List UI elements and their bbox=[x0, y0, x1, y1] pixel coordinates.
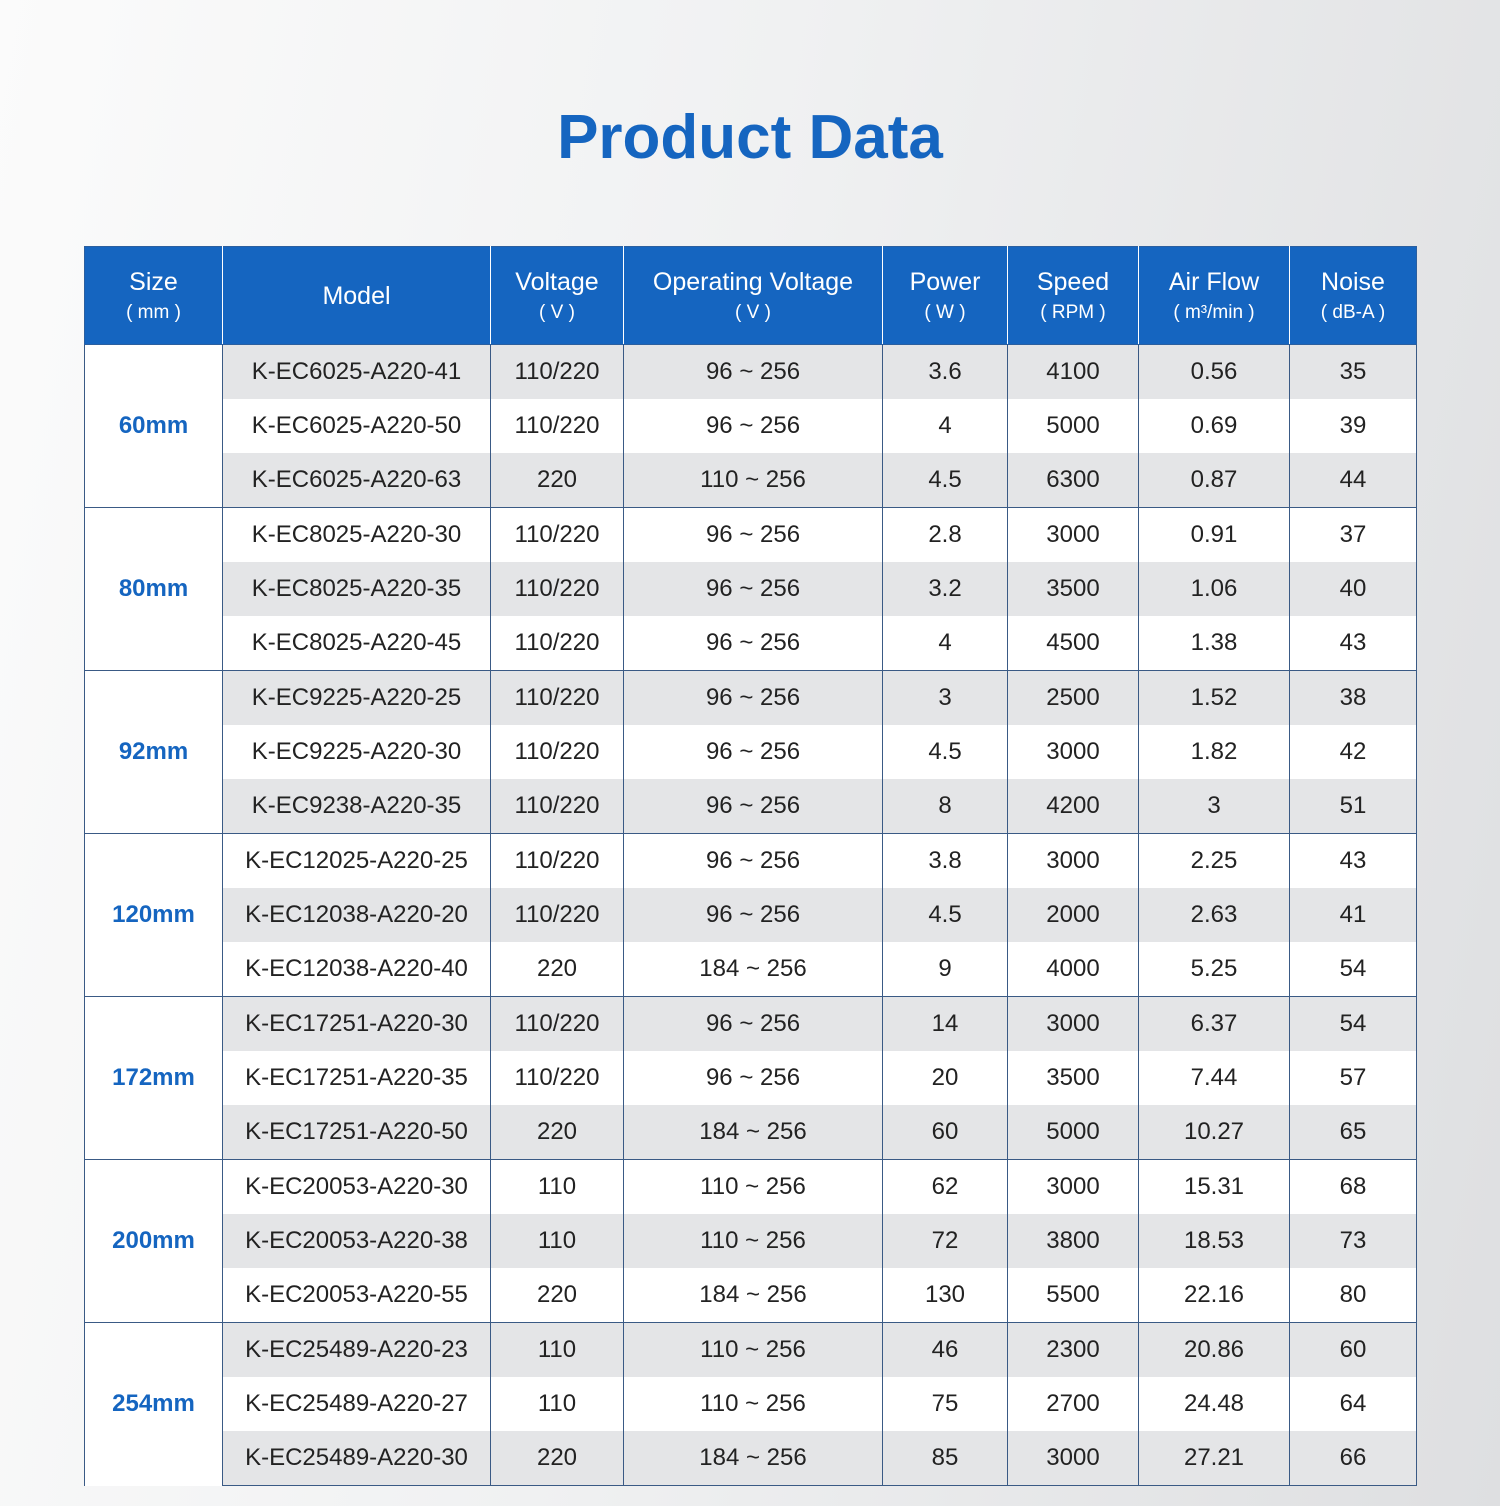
header-power-label: Power bbox=[909, 267, 981, 296]
speed-cell: 5000 bbox=[1008, 1105, 1139, 1160]
air-flow-cell: 6.37 bbox=[1139, 997, 1290, 1052]
noise-cell: 39 bbox=[1290, 399, 1417, 453]
model-cell: K-EC25489-A220-27 bbox=[223, 1377, 491, 1431]
operating-voltage-cell: 96 ~ 256 bbox=[624, 1051, 883, 1105]
table-row bbox=[85, 1105, 1417, 1160]
voltage-cell: 220 bbox=[491, 1431, 624, 1486]
air-flow-cell: 22.16 bbox=[1139, 1268, 1290, 1323]
noise-cell: 65 bbox=[1290, 1105, 1417, 1160]
operating-voltage-cell: 96 ~ 256 bbox=[624, 616, 883, 671]
header-air-flow bbox=[1139, 247, 1290, 345]
table-row bbox=[85, 345, 1417, 400]
power-cell: 72 bbox=[883, 1214, 1008, 1268]
model-cell: K-EC12038-A220-20 bbox=[223, 888, 491, 942]
header-speed-unit: ( RPM ) bbox=[1040, 301, 1106, 323]
noise-cell: 66 bbox=[1290, 1431, 1417, 1486]
noise-cell: 64 bbox=[1290, 1377, 1417, 1431]
size-cell: 254mm bbox=[85, 1323, 223, 1486]
header-size-unit: ( mm ) bbox=[126, 301, 181, 323]
size-cell: 200mm bbox=[85, 1160, 223, 1323]
header-row bbox=[85, 247, 1417, 345]
voltage-cell: 110/220 bbox=[491, 562, 624, 616]
header-operating-voltage-label: Operating Voltage bbox=[652, 267, 854, 296]
header-model-label: Model bbox=[322, 281, 391, 310]
operating-voltage-cell: 110 ~ 256 bbox=[624, 1377, 883, 1431]
air-flow-cell: 1.06 bbox=[1139, 562, 1290, 616]
voltage-cell: 110/220 bbox=[491, 508, 624, 563]
voltage-cell: 220 bbox=[491, 1105, 624, 1160]
speed-cell: 2500 bbox=[1008, 671, 1139, 726]
speed-cell: 5500 bbox=[1008, 1268, 1139, 1323]
voltage-cell: 110/220 bbox=[491, 345, 624, 400]
voltage-cell: 110/220 bbox=[491, 779, 624, 834]
power-cell: 85 bbox=[883, 1431, 1008, 1486]
table-row bbox=[85, 1268, 1417, 1323]
operating-voltage-cell: 184 ~ 256 bbox=[624, 942, 883, 997]
noise-cell: 44 bbox=[1290, 453, 1417, 508]
operating-voltage-cell: 184 ~ 256 bbox=[624, 1105, 883, 1160]
model-cell: K-EC17251-A220-30 bbox=[223, 997, 491, 1052]
operating-voltage-cell: 184 ~ 256 bbox=[624, 1268, 883, 1323]
operating-voltage-cell: 96 ~ 256 bbox=[624, 562, 883, 616]
table-row bbox=[85, 453, 1417, 508]
air-flow-cell: 15.31 bbox=[1139, 1160, 1290, 1215]
page-title: Product Data bbox=[557, 103, 943, 172]
speed-cell: 3000 bbox=[1008, 997, 1139, 1052]
speed-cell: 4000 bbox=[1008, 942, 1139, 997]
speed-cell: 2000 bbox=[1008, 888, 1139, 942]
table-row bbox=[85, 562, 1417, 616]
air-flow-cell: 1.38 bbox=[1139, 616, 1290, 671]
operating-voltage-cell: 96 ~ 256 bbox=[624, 671, 883, 726]
size-cell: 92mm bbox=[85, 671, 223, 834]
model-cell: K-EC6025-A220-63 bbox=[223, 453, 491, 508]
header-noise-label: Noise bbox=[1321, 267, 1385, 296]
voltage-cell: 220 bbox=[491, 453, 624, 508]
header-model bbox=[223, 247, 491, 345]
air-flow-cell: 3 bbox=[1139, 779, 1290, 834]
voltage-cell: 110/220 bbox=[491, 834, 624, 889]
noise-cell: 54 bbox=[1290, 997, 1417, 1052]
operating-voltage-cell: 110 ~ 256 bbox=[624, 1160, 883, 1215]
model-cell: K-EC25489-A220-30 bbox=[223, 1431, 491, 1486]
voltage-cell: 110/220 bbox=[491, 725, 624, 779]
speed-cell: 2700 bbox=[1008, 1377, 1139, 1431]
size-cell: 172mm bbox=[85, 997, 223, 1160]
header-size bbox=[85, 247, 223, 345]
power-cell: 20 bbox=[883, 1051, 1008, 1105]
air-flow-cell: 10.27 bbox=[1139, 1105, 1290, 1160]
header-power-unit: ( W ) bbox=[924, 301, 966, 323]
model-cell: K-EC17251-A220-50 bbox=[223, 1105, 491, 1160]
air-flow-cell: 27.21 bbox=[1139, 1431, 1290, 1486]
power-cell: 4 bbox=[883, 399, 1008, 453]
header-noise-unit: ( dB-A ) bbox=[1320, 301, 1386, 323]
header-operating-voltage bbox=[624, 247, 883, 345]
voltage-cell: 110/220 bbox=[491, 399, 624, 453]
noise-cell: 35 bbox=[1290, 345, 1417, 400]
speed-cell: 5000 bbox=[1008, 399, 1139, 453]
power-cell: 14 bbox=[883, 997, 1008, 1052]
speed-cell: 3000 bbox=[1008, 1160, 1139, 1215]
noise-cell: 42 bbox=[1290, 725, 1417, 779]
header-voltage bbox=[491, 247, 624, 345]
noise-cell: 54 bbox=[1290, 942, 1417, 997]
model-cell: K-EC12038-A220-40 bbox=[223, 942, 491, 997]
air-flow-cell: 0.56 bbox=[1139, 345, 1290, 400]
table-row bbox=[85, 1323, 1417, 1378]
table-body bbox=[85, 345, 1417, 1486]
model-cell: K-EC9225-A220-30 bbox=[223, 725, 491, 779]
table-row bbox=[85, 888, 1417, 942]
voltage-cell: 110/220 bbox=[491, 888, 624, 942]
operating-voltage-cell: 96 ~ 256 bbox=[624, 779, 883, 834]
speed-cell: 3500 bbox=[1008, 562, 1139, 616]
table-row bbox=[85, 942, 1417, 997]
table-row bbox=[85, 399, 1417, 453]
power-cell: 60 bbox=[883, 1105, 1008, 1160]
noise-cell: 68 bbox=[1290, 1160, 1417, 1215]
model-cell: K-EC20053-A220-55 bbox=[223, 1268, 491, 1323]
power-cell: 62 bbox=[883, 1160, 1008, 1215]
air-flow-cell: 18.53 bbox=[1139, 1214, 1290, 1268]
operating-voltage-cell: 96 ~ 256 bbox=[624, 508, 883, 563]
air-flow-cell: 0.87 bbox=[1139, 453, 1290, 508]
operating-voltage-cell: 96 ~ 256 bbox=[624, 725, 883, 779]
air-flow-cell: 20.86 bbox=[1139, 1323, 1290, 1378]
size-cell: 60mm bbox=[85, 345, 223, 508]
power-cell: 9 bbox=[883, 942, 1008, 997]
table-row bbox=[85, 834, 1417, 889]
model-cell: K-EC8025-A220-30 bbox=[223, 508, 491, 563]
voltage-cell: 110 bbox=[491, 1323, 624, 1378]
model-cell: K-EC9225-A220-25 bbox=[223, 671, 491, 726]
operating-voltage-cell: 96 ~ 256 bbox=[624, 888, 883, 942]
header-voltage-unit: ( V ) bbox=[539, 301, 575, 323]
power-cell: 4 bbox=[883, 616, 1008, 671]
product-data-table bbox=[84, 246, 1417, 1486]
air-flow-cell: 0.91 bbox=[1139, 508, 1290, 563]
size-cell: 120mm bbox=[85, 834, 223, 997]
air-flow-cell: 24.48 bbox=[1139, 1377, 1290, 1431]
table-row bbox=[85, 725, 1417, 779]
table-row bbox=[85, 616, 1417, 671]
air-flow-cell: 1.52 bbox=[1139, 671, 1290, 726]
noise-cell: 57 bbox=[1290, 1051, 1417, 1105]
speed-cell: 3000 bbox=[1008, 725, 1139, 779]
table-row bbox=[85, 1160, 1417, 1215]
model-cell: K-EC17251-A220-35 bbox=[223, 1051, 491, 1105]
voltage-cell: 220 bbox=[491, 1268, 624, 1323]
operating-voltage-cell: 96 ~ 256 bbox=[624, 399, 883, 453]
header-speed-label: Speed bbox=[1036, 267, 1110, 296]
noise-cell: 73 bbox=[1290, 1214, 1417, 1268]
noise-cell: 80 bbox=[1290, 1268, 1417, 1323]
header-power bbox=[883, 247, 1008, 345]
power-cell: 46 bbox=[883, 1323, 1008, 1378]
voltage-cell: 110/220 bbox=[491, 671, 624, 726]
voltage-cell: 110/220 bbox=[491, 1051, 624, 1105]
table-row bbox=[85, 1051, 1417, 1105]
model-cell: K-EC25489-A220-23 bbox=[223, 1323, 491, 1378]
noise-cell: 40 bbox=[1290, 562, 1417, 616]
noise-cell: 41 bbox=[1290, 888, 1417, 942]
power-cell: 130 bbox=[883, 1268, 1008, 1323]
header-noise bbox=[1290, 247, 1417, 345]
operating-voltage-cell: 110 ~ 256 bbox=[624, 453, 883, 508]
noise-cell: 51 bbox=[1290, 779, 1417, 834]
table-row bbox=[85, 671, 1417, 726]
voltage-cell: 110/220 bbox=[491, 616, 624, 671]
operating-voltage-cell: 110 ~ 256 bbox=[624, 1214, 883, 1268]
table-row bbox=[85, 997, 1417, 1052]
header-voltage-label: Voltage bbox=[515, 267, 599, 296]
noise-cell: 43 bbox=[1290, 616, 1417, 671]
speed-cell: 4500 bbox=[1008, 616, 1139, 671]
speed-cell: 3500 bbox=[1008, 1051, 1139, 1105]
table-row bbox=[85, 508, 1417, 563]
speed-cell: 3800 bbox=[1008, 1214, 1139, 1268]
model-cell: K-EC8025-A220-35 bbox=[223, 562, 491, 616]
table-row bbox=[85, 779, 1417, 834]
noise-cell: 38 bbox=[1290, 671, 1417, 726]
power-cell: 4.5 bbox=[883, 453, 1008, 508]
voltage-cell: 220 bbox=[491, 942, 624, 997]
header-speed bbox=[1008, 247, 1139, 345]
model-cell: K-EC6025-A220-50 bbox=[223, 399, 491, 453]
speed-cell: 2300 bbox=[1008, 1323, 1139, 1378]
power-cell: 3 bbox=[883, 671, 1008, 726]
voltage-cell: 110 bbox=[491, 1214, 624, 1268]
table-row bbox=[85, 1431, 1417, 1486]
model-cell: K-EC20053-A220-30 bbox=[223, 1160, 491, 1215]
power-cell: 3.8 bbox=[883, 834, 1008, 889]
model-cell: K-EC20053-A220-38 bbox=[223, 1214, 491, 1268]
model-cell: K-EC12025-A220-25 bbox=[223, 834, 491, 889]
power-cell: 4.5 bbox=[883, 725, 1008, 779]
table-row bbox=[85, 1214, 1417, 1268]
power-cell: 4.5 bbox=[883, 888, 1008, 942]
size-cell: 80mm bbox=[85, 508, 223, 671]
power-cell: 3.2 bbox=[883, 562, 1008, 616]
table-row bbox=[85, 1377, 1417, 1431]
power-cell: 3.6 bbox=[883, 345, 1008, 400]
operating-voltage-cell: 96 ~ 256 bbox=[624, 345, 883, 400]
air-flow-cell: 7.44 bbox=[1139, 1051, 1290, 1105]
speed-cell: 3000 bbox=[1008, 834, 1139, 889]
air-flow-cell: 2.25 bbox=[1139, 834, 1290, 889]
model-cell: K-EC6025-A220-41 bbox=[223, 345, 491, 400]
speed-cell: 3000 bbox=[1008, 508, 1139, 563]
speed-cell: 4100 bbox=[1008, 345, 1139, 400]
operating-voltage-cell: 96 ~ 256 bbox=[624, 834, 883, 889]
model-cell: K-EC9238-A220-35 bbox=[223, 779, 491, 834]
power-cell: 75 bbox=[883, 1377, 1008, 1431]
voltage-cell: 110/220 bbox=[491, 997, 624, 1052]
speed-cell: 4200 bbox=[1008, 779, 1139, 834]
model-cell: K-EC8025-A220-45 bbox=[223, 616, 491, 671]
table-header bbox=[85, 247, 1417, 345]
air-flow-cell: 0.69 bbox=[1139, 399, 1290, 453]
air-flow-cell: 5.25 bbox=[1139, 942, 1290, 997]
voltage-cell: 110 bbox=[491, 1160, 624, 1215]
noise-cell: 43 bbox=[1290, 834, 1417, 889]
air-flow-cell: 2.63 bbox=[1139, 888, 1290, 942]
power-cell: 8 bbox=[883, 779, 1008, 834]
power-cell: 2.8 bbox=[883, 508, 1008, 563]
header-air-flow-unit: ( m³/min ) bbox=[1173, 301, 1255, 323]
speed-cell: 3000 bbox=[1008, 1431, 1139, 1486]
voltage-cell: 110 bbox=[491, 1377, 624, 1431]
operating-voltage-cell: 96 ~ 256 bbox=[624, 997, 883, 1052]
header-air-flow-label: Air Flow bbox=[1168, 267, 1260, 296]
speed-cell: 6300 bbox=[1008, 453, 1139, 508]
operating-voltage-cell: 184 ~ 256 bbox=[624, 1431, 883, 1486]
noise-cell: 60 bbox=[1290, 1323, 1417, 1378]
air-flow-cell: 1.82 bbox=[1139, 725, 1290, 779]
operating-voltage-cell: 110 ~ 256 bbox=[624, 1323, 883, 1378]
header-operating-voltage-unit: ( V ) bbox=[735, 301, 771, 323]
noise-cell: 37 bbox=[1290, 508, 1417, 563]
header-size-label: Size bbox=[129, 267, 178, 296]
